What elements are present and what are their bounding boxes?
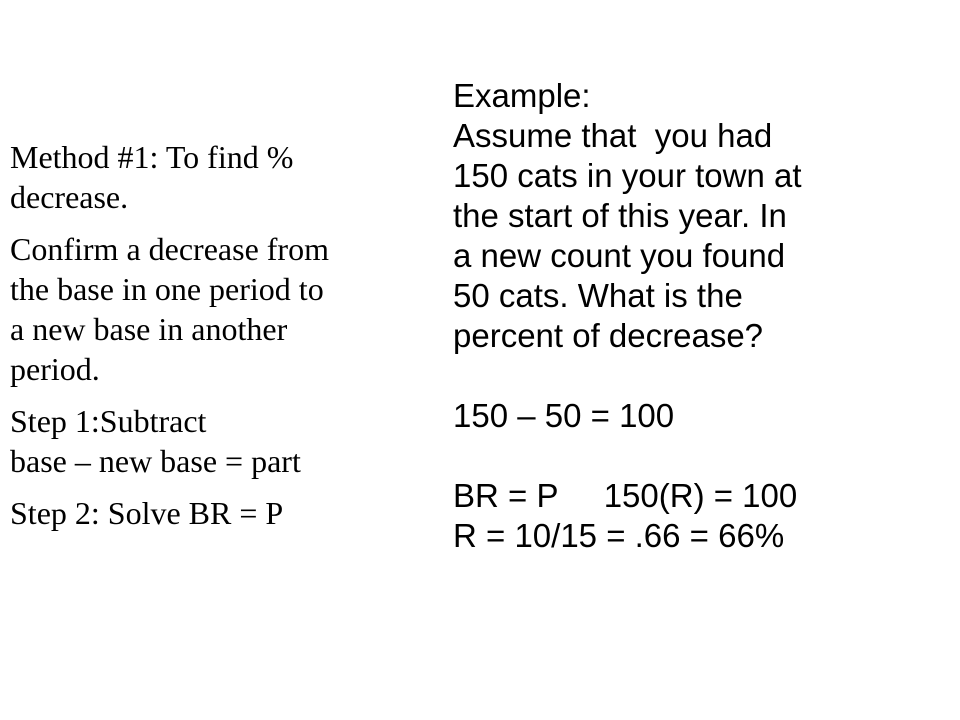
step-1-line: Step 1:Subtract bbox=[10, 403, 207, 439]
example-problem-line: 50 cats. What is the bbox=[453, 277, 743, 314]
method-title-line: Method #1: To find % bbox=[10, 139, 294, 175]
method-description-line: Confirm a decrease from bbox=[10, 231, 329, 267]
step-2-line: Step 2: Solve BR = P bbox=[10, 495, 284, 531]
example-problem-line: Assume that you had bbox=[453, 117, 773, 154]
example-problem-line: 150 cats in your town at bbox=[453, 157, 802, 194]
method-description-line: period. bbox=[10, 351, 100, 387]
method-title bbox=[10, 137, 440, 217]
method-column bbox=[10, 137, 440, 545]
example-subtraction: 150 – 50 = 100 bbox=[453, 397, 675, 434]
example-heading: Example: bbox=[453, 77, 591, 114]
method-step-2 bbox=[10, 493, 440, 533]
example-problem-line: a new count you found bbox=[453, 237, 786, 274]
method-description-line: a new base in another bbox=[10, 311, 288, 347]
example-column bbox=[453, 76, 953, 556]
method-description-line: the base in one period to bbox=[10, 271, 324, 307]
method-step-1 bbox=[10, 401, 440, 481]
example-problem-line: percent of decrease? bbox=[453, 317, 764, 354]
example-equation: BR = P 150(R) = 100 bbox=[453, 477, 798, 514]
step-1-line: base – new base = part bbox=[10, 443, 301, 479]
method-title-line: decrease. bbox=[10, 179, 129, 215]
spacer bbox=[453, 356, 953, 396]
example-result: R = 10/15 = .66 = 66% bbox=[453, 517, 785, 554]
example-problem-line: the start of this year. In bbox=[453, 197, 787, 234]
spacer bbox=[453, 436, 953, 476]
method-description bbox=[10, 229, 440, 389]
